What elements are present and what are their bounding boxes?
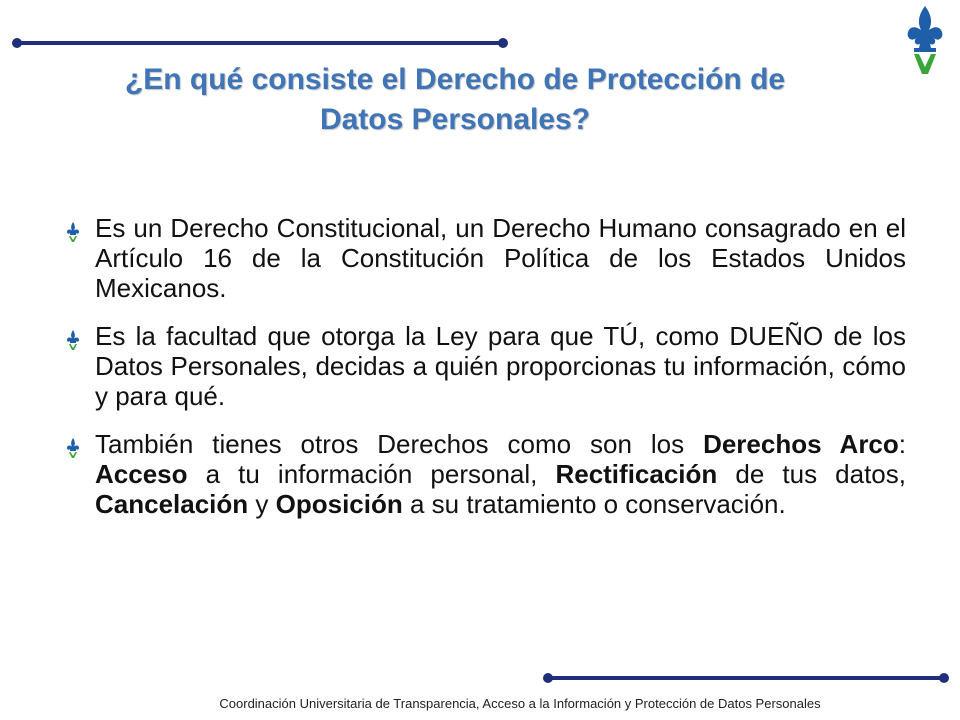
text-segment: Es un Derecho Constitucional, un Derecho Humano consagrado en el Artículo 16 de la Constitución Política de los Estados Unidos Mexicanos. [95,213,906,303]
bullet-text [95,429,906,519]
text-segment: Es la facultad que otorga la Ley para que TÚ, como DUEÑO de los Datos Personales, decidas a quién proporcionas tu información, cómo y para qué. [95,321,906,411]
text-segment: de tus datos, [717,459,906,489]
title-line-1: ¿En qué consiste el Derecho de Protección de [124,63,786,96]
bold-term: Cancelación [95,489,249,519]
title-line-2: Datos Personales? [319,103,591,136]
text-segment: a tu información personal, [187,459,556,489]
rule-end-dot [498,38,508,48]
bottom-decorative-rule [547,676,945,680]
footer-text: Coordinación Universitaria de Transparencia, Acceso a la Información y Protección de Datos Personales [219,696,821,711]
text-segment: y [248,489,276,519]
bullet-item [62,321,906,411]
flor-de-lis-bullet-icon [65,437,81,459]
bullet-text [95,321,906,411]
slide-title [30,60,880,140]
bullet-item [62,213,906,303]
text-segment: También tienes otros Derechos como son los [95,429,704,459]
rule-end-dot [939,673,949,683]
bold-term: Oposición [275,489,403,519]
rule-end-dot [12,38,22,48]
text-segment: a su tratamiento o conservación. [402,489,786,519]
bold-term: Rectificación [555,459,718,489]
rule-end-dot [543,673,553,683]
bullet-item [62,429,906,519]
text-segment: : [898,429,907,459]
bold-term: Acceso [95,459,188,489]
flor-de-lis-bullet-icon [65,329,81,351]
bullet-text [95,213,906,303]
bold-term: Derechos Arco [703,429,899,459]
top-decorative-rule [16,41,504,45]
flor-de-lis-logo-icon [900,4,950,76]
bullet-list [62,213,906,537]
flor-de-lis-bullet-icon [65,221,81,243]
